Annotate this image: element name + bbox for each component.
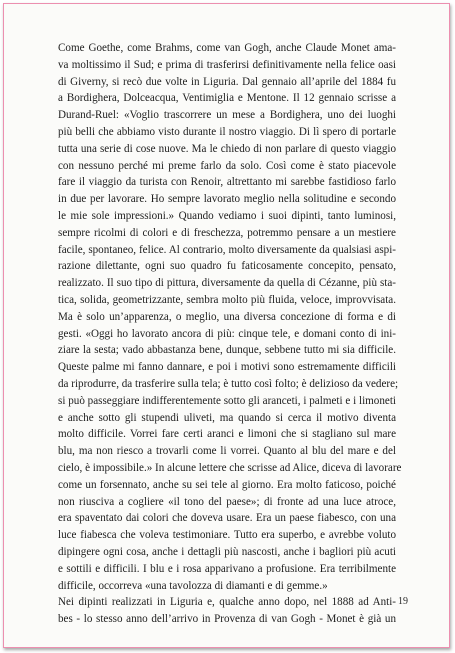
text-line: da riprodurre, da trasferire sulla tela; è tutto così folto; è delizioso da vedere;: [58, 377, 399, 390]
paragraph-1: [58, 40, 402, 594]
text-line: facile, spontaneo, felice. Al contrario, molto diversamente da qualsiasi aspi-: [58, 243, 396, 256]
body-text: [58, 40, 402, 628]
text-line: sempre ricolmi di colori e di freschezza, potremmo pensare a un mestiere: [58, 226, 396, 239]
text-line: e sottili e difficili. I blu e i rosa apparivano a profusione. Era terribilmente: [58, 562, 396, 575]
text-line: Come Goethe, come Brahms, come van Gogh, anche Claude Monet ama-: [58, 42, 396, 54]
text-line: a Bordighera, Dolceacqua, Ventimiglia e Mentone. Il 12 gennaio scrisse a: [58, 92, 396, 105]
text-line: gesti. «Oggi ho lavorato ancora di più: cinque tele, e domani conto di ini-: [58, 327, 396, 340]
text-line: tica, solida, geometrizzante, sembra molto più fluida, veloce, improvvisata.: [58, 293, 396, 306]
text-line: non riusciva a cogliere «il tono del paese»; di fronte ad una luce atroce,: [58, 495, 396, 508]
text-line: va moltissimo il Sud; e prima di trasferirsi definitivamente nella felice oasi: [58, 58, 396, 71]
text-line: luce fiabesca che voleva testimoniare. Tutto era superbo, e avrebbe voluto: [58, 529, 396, 542]
paragraph-2: [58, 594, 396, 628]
text-line: più belli che abbiamo visto durante il nostro viaggio. Di lì spero di portarle: [58, 125, 396, 138]
text-line: molto difficile. Vorrei fare certi aranci e limoni che si stagliano sul mare: [58, 428, 396, 441]
text-line: realizzato. Il suo tipo di pittura, diversamente da quella di Cézanne, più sta-: [58, 277, 396, 290]
text-line: era spaventato dai colori che doveva usare. Era un paese fiabesco, con una: [58, 512, 396, 525]
text-line: con nessuno perché mi preme farlo da solo. Così come è stato piacevole: [58, 159, 396, 172]
text-line: si può passeggiare indifferentemente sotto gli aranceti, i palmeti e i limoneti: [58, 394, 396, 407]
text-line: bes - lo stesso anno dell’arrivo in Provenza di van Gogh - Monet è già un: [58, 613, 396, 626]
text-line: fare il viaggio da turista con Renoir, altrettanto mi sarebbe fastidioso farlo: [58, 176, 396, 189]
text-line: ziare la sesta; vado abbastanza bene, dunque, sebbene tutto mi sia difficile.: [58, 344, 396, 357]
text-line: le mie sole impressioni.» Quando vediamo i suoi dipinti, tanto luminosi,: [58, 209, 396, 222]
text-line: razione dilettante, ogni suo quadro fu faticosamente concepito, pensato,: [58, 260, 396, 273]
text-line: e anche sotto gli stupendi uliveti, ma quando si cerca il motivo diventa: [58, 411, 396, 424]
text-line: in due per lavorare. Ho sempre lavorato meglio nella solitudine e secondo: [58, 193, 396, 206]
text-line: blu, ma non riesco a trovarli come li vorrei. Quanto al blu del mare e del: [58, 445, 396, 458]
text-line: come un forsennato, anche su sei tele al giorno. Era molto faticoso, poiché: [58, 478, 396, 491]
text-line: Durand-Ruel: «Voglio trascorrere un mese a Bordighera, uno dei luoghi: [58, 109, 396, 122]
page-number: 19: [398, 596, 408, 607]
text-line: Queste palme mi fanno dannare, e poi i motivi sono estremamente difficili: [58, 361, 396, 374]
text-line: cielo, è impossibile.» In alcune lettere che scrisse ad Alice, diceva di lavorare: [58, 461, 402, 474]
text-line: difficile, occorreva «una tavolozza di diamanti e di gemme.»: [58, 579, 328, 592]
text-line: di Giverny, si recò due volte in Liguria. Dal gennaio all’aprile del 1884 fu: [58, 75, 396, 88]
text-line: dipingere ogni cosa, anche i dettagli più nascosti, anche i bagliori più acuti: [58, 545, 396, 558]
text-line: Nei dipinti realizzati in Liguria e, qualche anno dopo, nel 1888 ad Anti-: [58, 596, 396, 609]
text-line: tutta una serie di cose nuove. Ma le chiedo di non parlare di questo viaggio: [58, 142, 396, 155]
text-line: Ma è solo un’apparenza, o meglio, una diversa concezione di forma e di: [58, 310, 396, 323]
